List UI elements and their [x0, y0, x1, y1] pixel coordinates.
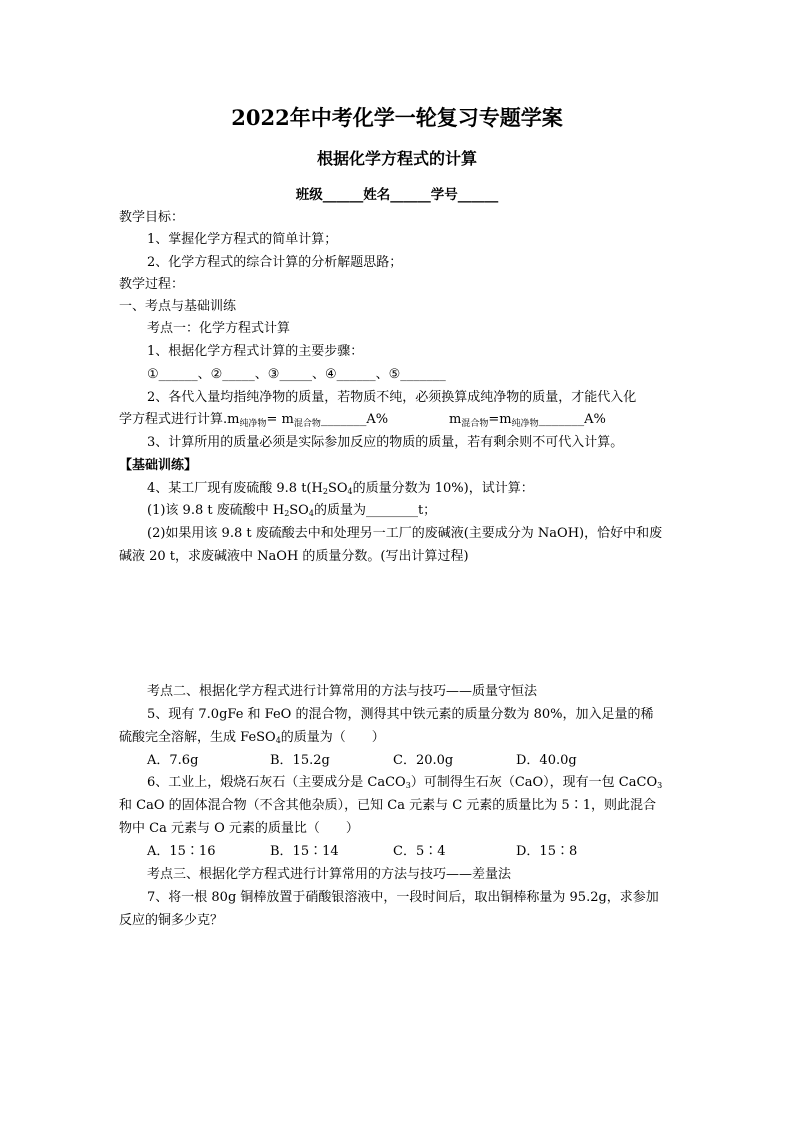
option-c: C．20.0g: [393, 753, 454, 768]
document-subtitle: 根据化学方程式的计算: [316, 149, 477, 168]
q4-text: 的质量为________t；: [313, 503, 437, 518]
q5-text: 硫酸完全溶解，生成 FeSO: [119, 730, 276, 745]
formula-sub: 混合物: [461, 419, 489, 429]
formula-text: =m: [488, 412, 512, 427]
question-6-cont: 物中 Ca 元素与 O 元素的质量比（ ）: [119, 821, 359, 836]
question-6: [147, 774, 662, 792]
subscript: 3: [405, 781, 411, 790]
subscript: 2: [284, 509, 290, 518]
option-d: D．15∶8: [516, 844, 578, 859]
question-5-cont: [119, 729, 385, 747]
formula-sub: 纯净物: [239, 419, 267, 429]
point-heading: 考点一：化学方程式计算: [147, 321, 291, 336]
formula-text: 学方程式进行计算.m: [119, 412, 240, 427]
q5-text: 的质量为（ ）: [280, 730, 385, 745]
subscript: 4: [347, 487, 353, 496]
q4-text: (1)该 9.8 t 废硫酸中 H: [147, 503, 285, 518]
option-b: B．15∶14: [270, 844, 339, 859]
question-text: 1、根据化学方程式计算的主要步骤：: [147, 344, 364, 359]
question-4-part-1: [147, 502, 436, 520]
q4-text: 4、某工厂现有废硫酸 9.8 t(H: [147, 481, 323, 496]
formula-text: _______A%: [320, 412, 389, 427]
formula-sub: 纯净物: [511, 419, 539, 429]
objectives-heading: 教学目标：: [119, 210, 185, 225]
question-7: 7、将一根 80g 铜棒放置于硝酸银溶液中，一段时间后，取出铜棒称量为 95.2g，求参加: [147, 890, 659, 905]
subscript: 4: [308, 509, 314, 518]
question-4-part-2-cont: 碱液 20 t，求废碱液中 NaOH 的质量分数。(写出计算过程): [119, 549, 469, 564]
formula-line: [119, 411, 388, 433]
formula-line-2: [449, 411, 606, 433]
basic-training-heading: 【基础训练】: [119, 458, 198, 473]
formula-text: _______A%: [538, 412, 606, 427]
process-heading: 教学过程：: [119, 277, 185, 292]
q6-text: 6、工业上，煅烧石灰石（主要成分是 CaCO: [147, 775, 406, 790]
steps-blank-line: ①______、②_____、③_____、④______、⑤_______: [147, 367, 446, 382]
q4-text: SO: [327, 481, 348, 496]
q6-text: ）可制得生石灰（CaO），现有一包 CaCO: [410, 775, 658, 790]
question-4: [147, 480, 534, 498]
q4-text: 的质量分数为 10%)，试计算：: [352, 481, 534, 496]
option-d: D．40.0g: [516, 753, 577, 768]
option-a: A．7.6g: [147, 753, 199, 768]
option-c: C．5∶4: [393, 844, 446, 859]
section-heading: 一、考点与基础训练: [119, 299, 237, 314]
formula-text: = m: [266, 412, 294, 427]
q4-text: SO: [289, 503, 309, 518]
objective-item: 1、掌握化学方程式的简单计算；: [147, 232, 338, 247]
subscript: 2: [322, 487, 328, 496]
question-6-cont: 和 CaO 的固体混合物（不含其他杂质），已知 Ca 元素与 C 元素的质量比为 5∶1，则此混合: [119, 798, 656, 813]
student-info-line: 班级______姓名______学号______: [295, 187, 499, 203]
subscript: 3: [657, 781, 663, 790]
point-heading: 考点二、根据化学方程式进行计算常用的方法与技巧——质量守恒法: [147, 684, 538, 699]
subscript: 4: [275, 736, 281, 745]
question-7-cont: 反应的铜多少克？: [119, 913, 224, 928]
objective-item: 2、化学方程式的综合计算的分析解题思路；: [147, 255, 403, 270]
formula-text: m: [449, 412, 462, 427]
point-heading: 考点三、根据化学方程式进行计算常用的方法与技巧——差量法: [147, 867, 512, 882]
option-b: B．15.2g: [270, 753, 330, 768]
question-5: 5、现有 7.0gFe 和 FeO 的混合物，测得其中铁元素的质量分数为 80%，加入足量的稀: [147, 707, 654, 722]
question-text: 3、计算所用的质量必须是实际参加反应的物质的质量，若有剩余则不可代入计算。: [147, 435, 624, 450]
question-text: 2、各代入量均指纯净物的质量，若物质不纯，必须换算成纯净物的质量，才能代入化: [147, 390, 637, 405]
formula-sub: 混合物: [293, 419, 321, 429]
option-a: A．15∶16: [147, 844, 216, 859]
document-title: 2022年中考化学一轮复习专题学案: [231, 105, 563, 130]
question-4-part-2: (2)如果用该 9.8 t 废硫酸去中和处理另一工厂的废碱液(主要成分为 NaOH)，恰好中和废: [147, 526, 663, 541]
